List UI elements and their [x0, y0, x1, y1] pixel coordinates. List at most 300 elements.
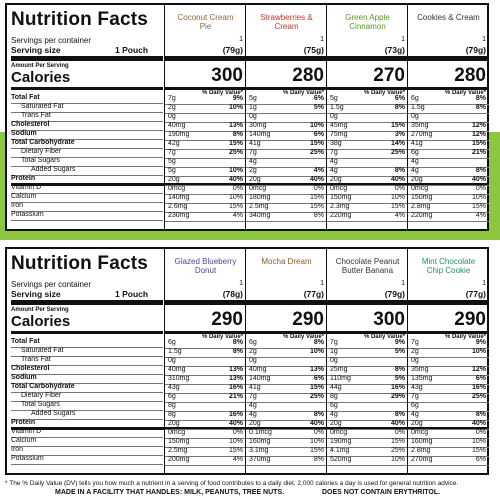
column-row-divider — [327, 221, 408, 222]
nutrient-daily-value: 4% — [232, 212, 243, 219]
nutrient-amount: 1.5g — [330, 104, 344, 111]
nutrient-daily-value: 21% — [471, 149, 486, 156]
nutrient-amount: 43g — [411, 384, 423, 391]
nutrient-daily-value: 8% — [475, 411, 486, 418]
nutrient-amount: 8g — [330, 393, 338, 400]
nutrient-amount: 30mg — [249, 122, 267, 129]
nutrient-amount: 6g — [411, 95, 419, 102]
nutrient-daily-value: 15% — [309, 140, 324, 147]
nutrient-amount: 4g — [249, 411, 257, 418]
nutrient-amount: 4g — [330, 167, 338, 174]
amount-per-serving-label: Amount Per Serving — [11, 63, 69, 69]
nutrient-daily-value: 0% — [475, 429, 486, 436]
nutrient-amount: 6g — [411, 402, 419, 409]
column-thick-rule — [408, 56, 489, 61]
column-row-divider — [408, 158, 489, 159]
product-column — [326, 249, 408, 473]
nutrient-amount: 0g — [168, 113, 176, 120]
nutrient-daily-value: 10% — [390, 194, 405, 201]
nutrient-amount: 200mg — [168, 456, 190, 463]
nutrient-label-text: Saturated Fat — [21, 103, 64, 110]
product-serving-size: (79g) — [465, 45, 486, 55]
nutrition-panel-top — [5, 3, 489, 231]
nutrient-daily-value: 13% — [309, 366, 324, 373]
nutrient-label-text: Saturated Fat — [21, 347, 64, 354]
column-thick-rule — [327, 56, 408, 61]
nutrient-daily-value: 15% — [390, 438, 405, 445]
product-servings: 1 — [320, 36, 324, 43]
nutrient-label-text: Iron — [11, 202, 24, 209]
nutrient-label — [11, 211, 44, 218]
nutrient-label — [11, 202, 23, 209]
column-thick-rule — [165, 56, 246, 61]
product-column — [164, 249, 246, 473]
nutrient-amount: 160mg — [249, 438, 271, 445]
nutrient-amount: 1.5g — [168, 348, 182, 355]
product-column — [326, 5, 408, 229]
nutrient-label-text: Trans Fat — [21, 112, 51, 119]
product-servings: 1 — [239, 36, 243, 43]
column-row-divider — [408, 221, 489, 222]
nutrient-label-text: Dietary Fiber — [21, 148, 62, 155]
nutrient-label — [11, 446, 23, 453]
column-row-divider — [327, 357, 408, 358]
nutrient-label-text: Calcium — [11, 437, 37, 444]
daily-value-header: % Daily Value* — [444, 90, 486, 96]
row-divider — [11, 202, 163, 203]
nutrient-amount: 520mg — [330, 456, 352, 463]
product-servings: 1 — [239, 280, 243, 287]
nutrient-amount: 150mg — [411, 194, 433, 201]
nutrient-daily-value: 6% — [475, 456, 486, 463]
nutrient-amount: 2.8mg — [411, 203, 431, 210]
nutrient-amount: 43g — [168, 384, 180, 391]
nutrient-amount: 2g — [411, 348, 419, 355]
nutrient-label — [11, 410, 75, 417]
nutrient-label-text: Total Sugars — [21, 157, 60, 164]
nutrient-label-text: Sodium — [11, 130, 37, 137]
nutrient-daily-value: 40% — [471, 176, 486, 183]
nutrient-daily-value: 10% — [309, 122, 324, 129]
column-row-divider — [408, 357, 489, 358]
nutrient-daily-value: 25% — [390, 149, 405, 156]
nutrient-daily-value: 15% — [471, 140, 486, 147]
nutrient-amount: 1.5g — [411, 104, 425, 111]
column-row-divider — [327, 113, 408, 114]
product-servings: 1 — [482, 280, 486, 287]
nutrient-daily-value: 16% — [228, 411, 243, 418]
nutrient-amount: 160mg — [411, 438, 433, 445]
nutrient-daily-value: 8% — [394, 411, 405, 418]
nutrient-amount: 20g — [168, 420, 180, 427]
column-row-divider — [246, 158, 327, 159]
column-row-divider — [246, 357, 327, 358]
nutrient-daily-value: 25% — [309, 149, 324, 156]
nutrient-daily-value: 8% — [313, 339, 324, 346]
nutrient-label-text: Trans Fat — [21, 356, 51, 363]
product-name: Chocolate Peanut Butter Banana — [335, 257, 400, 275]
nutrient-amount: 6g — [249, 339, 257, 346]
nutrient-daily-value: 15% — [471, 203, 486, 210]
nutrient-amount: 190mg — [168, 131, 190, 138]
nutrient-amount: 42g — [168, 140, 180, 147]
nutrient-label — [11, 193, 36, 200]
nutrient-amount: 2.6mg — [168, 203, 188, 210]
nutrient-label — [11, 455, 44, 462]
nutrient-daily-value: 8% — [313, 456, 324, 463]
nutrient-label — [11, 184, 41, 191]
nutrient-label — [11, 401, 60, 408]
nutrient-amount: 40mg — [249, 366, 267, 373]
nutrient-daily-value: 40% — [228, 176, 243, 183]
nutrient-daily-value: 5% — [313, 104, 324, 111]
nutrient-amount: 45mg — [330, 122, 348, 129]
product-serving-size: (77g) — [303, 289, 324, 299]
nutrient-amount: 7g — [249, 393, 257, 400]
nutrient-daily-value: 15% — [471, 447, 486, 454]
nutrient-amount: 0g — [330, 113, 338, 120]
product-calories: 290 — [292, 309, 324, 330]
nutrient-amount: 0g — [330, 357, 338, 364]
nutrient-label — [11, 437, 36, 444]
nutrient-amount: 75mg — [330, 131, 348, 138]
column-row-divider — [246, 113, 327, 114]
nutrient-label-text: Vitamin D — [11, 184, 42, 191]
nutrient-label — [11, 148, 61, 155]
nutrient-daily-value: 15% — [390, 122, 405, 129]
erythritol-statement: DOES NOT CONTAIN ERYTHRITOL. — [322, 489, 441, 496]
product-servings: 1 — [401, 280, 405, 287]
nutrient-daily-value: 4% — [394, 212, 405, 219]
nutrient-amount: 20g — [249, 176, 261, 183]
nutrient-daily-value: 29% — [390, 393, 405, 400]
nutrient-amount: 25mg — [330, 366, 348, 373]
nutrient-daily-value: 40% — [471, 420, 486, 427]
nutrient-amount: 135mg — [411, 375, 433, 382]
panel-title: Nutrition Facts — [11, 253, 149, 274]
serving-size-label: Serving size — [11, 45, 61, 55]
daily-value-header: % Daily Value* — [282, 90, 324, 96]
nutrient-daily-value: 15% — [309, 194, 324, 201]
column-thick-rule — [246, 56, 327, 61]
product-name: Glazed Blueberry Donut — [174, 257, 237, 275]
nutrient-amount: 0mcg — [249, 185, 267, 192]
nutrient-label-text: Sodium — [11, 374, 37, 381]
column-row-divider — [165, 158, 246, 159]
product-column — [164, 5, 246, 229]
product-serving-size: (77g) — [465, 289, 486, 299]
product-calories: 280 — [292, 65, 324, 86]
nutrient-amount: 0g — [411, 113, 419, 120]
nutrient-label-text: Protein — [11, 419, 36, 426]
nutrient-label — [11, 356, 51, 363]
nutrient-daily-value: 0% — [313, 185, 324, 192]
nutrient-amount: 220mg — [411, 212, 433, 219]
daily-value-header: % Daily Value* — [282, 334, 324, 340]
nutrient-amount: 4g — [411, 158, 419, 165]
nutrient-amount: 40mg — [168, 122, 186, 129]
nutrient-daily-value: 13% — [228, 122, 243, 129]
nutrient-amount: 0g — [411, 357, 419, 364]
servings-per-container-label: Servings per container — [11, 280, 92, 289]
nutrient-daily-value: 15% — [309, 447, 324, 454]
column-row-divider — [408, 402, 489, 403]
nutrient-amount: 41g — [249, 140, 261, 147]
product-calories: 270 — [373, 65, 405, 86]
nutrient-amount: 5g — [168, 158, 176, 165]
row-divider — [11, 446, 163, 447]
nutrient-amount: 0mcg — [411, 185, 429, 192]
nutrient-label-text: Total Sugars — [21, 401, 60, 408]
calories-label: Calories — [11, 313, 71, 330]
nutrient-daily-value: 16% — [228, 384, 243, 391]
nutrient-amount: 6g — [168, 339, 176, 346]
nutrient-amount: 7g — [168, 95, 176, 102]
nutrient-label — [11, 112, 51, 119]
column-row-divider — [246, 402, 327, 403]
product-name: Cookies & Cream — [417, 13, 480, 22]
nutrient-amount: 1g — [249, 104, 257, 111]
column-row-divider — [165, 221, 246, 222]
nutrient-amount: 0g — [249, 113, 257, 120]
nutrient-label — [11, 347, 63, 354]
nutrient-daily-value: 8% — [475, 167, 486, 174]
nutrient-amount: 0mcg — [168, 429, 186, 436]
nutrient-label-text: Cholesterol — [11, 121, 50, 128]
nutrient-amount: 20g — [330, 420, 342, 427]
nutrient-daily-value: 15% — [228, 140, 243, 147]
nutrient-amount: 0.1mcg — [249, 429, 272, 436]
nutrient-daily-value: 15% — [309, 384, 324, 391]
nutrient-daily-value: 0% — [313, 429, 324, 436]
nutrient-amount: 4g — [330, 158, 338, 165]
column-row-divider — [165, 402, 246, 403]
nutrient-amount: 7g — [330, 339, 338, 346]
column-row-divider — [165, 465, 246, 466]
nutrient-label — [11, 383, 75, 390]
nutrient-amount: 2.5mg — [168, 447, 188, 454]
product-name: Mint Chocolate Chip Cookie — [421, 257, 476, 275]
column-row-divider — [165, 357, 246, 358]
nutrient-label — [11, 166, 75, 173]
nutrient-label-text: Total Carbohydrate — [11, 139, 75, 146]
nutrient-daily-value: 16% — [390, 384, 405, 391]
nutrient-amount: 4g — [330, 411, 338, 418]
nutrient-label — [11, 139, 75, 146]
column-thick-rule — [165, 300, 246, 305]
nutrient-daily-value: 10% — [228, 438, 243, 445]
serving-size-value: 1 Pouch — [115, 45, 149, 55]
column-row-divider — [327, 465, 408, 466]
servings-per-container-label: Servings per container — [11, 36, 92, 45]
nutrient-amount: 110mg — [330, 375, 351, 382]
nutrient-daily-value: 10% — [309, 348, 324, 355]
nutrient-daily-value: 0% — [232, 185, 243, 192]
nutrient-daily-value: 12% — [471, 366, 486, 373]
amount-per-serving-label: Amount Per Serving — [11, 307, 69, 313]
nutrient-daily-value: 10% — [228, 167, 243, 174]
nutrient-amount: 8g — [168, 402, 176, 409]
nutrient-amount: 38g — [330, 140, 342, 147]
nutrient-daily-value: 9% — [475, 339, 486, 346]
nutrient-amount: 2g — [249, 348, 257, 355]
nutrient-amount: 340mg — [249, 212, 271, 219]
nutrient-amount: 4g — [411, 167, 419, 174]
nutrient-daily-value: 14% — [390, 140, 405, 147]
nutrient-amount: 0mcg — [330, 429, 348, 436]
column-row-divider — [165, 113, 246, 114]
product-column — [245, 249, 327, 473]
product-servings: 1 — [401, 36, 405, 43]
nutrient-amount: 6g — [168, 393, 176, 400]
nutrient-amount: 0mcg — [168, 185, 186, 192]
column-row-divider — [408, 113, 489, 114]
nutrient-amount: 7g — [330, 149, 338, 156]
nutrient-daily-value: 8% — [394, 104, 405, 111]
product-serving-size: (75g) — [303, 45, 324, 55]
nutrient-amount: 41g — [411, 140, 423, 147]
nutrient-label-text: Calcium — [11, 193, 37, 200]
column-thick-rule — [408, 300, 489, 305]
serving-size-value: 1 Pouch — [115, 289, 149, 299]
nutrient-amount: 0mcg — [411, 429, 429, 436]
nutrient-label — [11, 338, 40, 345]
nutrient-daily-value: 8% — [232, 339, 243, 346]
nutrition-panel-bottom — [5, 247, 489, 475]
nutrient-label — [11, 365, 50, 372]
column-row-divider — [246, 221, 327, 222]
column-row-divider — [246, 465, 327, 466]
nutrient-daily-value: 0% — [232, 429, 243, 436]
nutrient-label-text: Added Sugars — [31, 410, 76, 417]
nutrient-amount: 310mg — [168, 375, 190, 382]
column-row-divider — [408, 465, 489, 466]
nutrient-daily-value: 6% — [313, 375, 324, 382]
nutrient-daily-value: 9% — [394, 339, 405, 346]
nutrient-amount: 0g — [249, 357, 257, 364]
nutrient-amount: 5g — [168, 167, 176, 174]
nutrient-daily-value: 40% — [390, 176, 405, 183]
nutrient-amount: 150mg — [168, 438, 190, 445]
nutrient-label — [11, 121, 50, 128]
nutrient-label-text: Total Carbohydrate — [11, 383, 75, 390]
product-column — [407, 5, 489, 229]
nutrient-daily-value: 5% — [394, 348, 405, 355]
nutrient-amount: 4g — [249, 402, 257, 409]
product-serving-size: (79g) — [384, 289, 405, 299]
nutrient-amount: 20g — [168, 176, 180, 183]
nutrient-label — [11, 374, 37, 381]
nutrient-daily-value: 8% — [394, 366, 405, 373]
daily-value-note: * The % Daily Value (DV) tells you how much a nutrient in a serving of food contributes to a daily diet. 2,000 calories a day is used for general nutrition advice. — [5, 480, 459, 487]
nutrient-daily-value: 0% — [394, 429, 405, 436]
product-servings: 1 — [482, 36, 486, 43]
product-calories: 280 — [454, 65, 486, 86]
nutrient-daily-value: 40% — [390, 420, 405, 427]
nutrient-amount: 4g — [249, 158, 257, 165]
nutrient-amount: 180mg — [249, 194, 271, 201]
product-column — [245, 5, 327, 229]
nutrient-label-text: Dietary Fiber — [21, 392, 62, 399]
nutrient-label-text: Cholesterol — [11, 365, 50, 372]
nutrient-amount: 7g — [168, 149, 176, 156]
column-thick-rule — [246, 300, 327, 305]
daily-value-header: % Daily Value* — [201, 334, 243, 340]
nutrient-amount: 3.1mg — [249, 447, 269, 454]
nutrient-amount: 35mg — [411, 122, 429, 129]
nutrient-daily-value: 40% — [309, 176, 324, 183]
nutrient-amount: 140mg — [249, 375, 271, 382]
nutrient-amount: 0g — [168, 357, 176, 364]
calories-label: Calories — [11, 69, 71, 86]
nutrient-daily-value: 40% — [309, 420, 324, 427]
nutrient-daily-value: 12% — [471, 131, 486, 138]
row-divider — [11, 220, 163, 221]
nutrient-daily-value: 15% — [309, 203, 324, 210]
nutrient-amount: 270mg — [411, 131, 433, 138]
nutrient-amount: 8g — [168, 411, 176, 418]
column-thick-rule — [327, 300, 408, 305]
panel-title: Nutrition Facts — [11, 9, 149, 30]
nutrient-daily-value: 6% — [313, 95, 324, 102]
nutrient-daily-value: 8% — [313, 212, 324, 219]
daily-value-header: % Daily Value* — [444, 334, 486, 340]
nutrient-daily-value: 0% — [475, 185, 486, 192]
nutrient-daily-value: 5% — [394, 375, 405, 382]
product-name: Green Apple Cinnamon — [345, 13, 390, 31]
nutrient-amount: 220mg — [330, 212, 352, 219]
nutrient-daily-value: 6% — [475, 375, 486, 382]
product-servings: 1 — [320, 280, 324, 287]
product-serving-size: (79g) — [222, 45, 243, 55]
nutrient-label — [11, 175, 35, 182]
product-calories: 300 — [373, 309, 405, 330]
nutrient-amount: 5g — [330, 95, 338, 102]
column-row-divider — [327, 402, 408, 403]
nutrient-amount: 190mg — [330, 438, 352, 445]
nutrient-label-text: Added Sugars — [31, 166, 76, 173]
thick-rule — [11, 56, 163, 61]
nutrient-label-text: Iron — [11, 446, 24, 453]
nutrient-label — [11, 94, 40, 101]
nutrient-amount: 5g — [249, 95, 257, 102]
product-column — [407, 249, 489, 473]
nutrient-daily-value: 10% — [228, 104, 243, 111]
nutrient-amount: 20g — [330, 176, 342, 183]
nutrient-label-text: Protein — [11, 175, 36, 182]
nutrient-daily-value: 8% — [232, 348, 243, 355]
product-name: Strawberries & Cream — [260, 13, 313, 31]
nutrient-label-text: Potassium — [11, 455, 44, 462]
nutrient-amount: 41g — [249, 384, 261, 391]
nutrient-daily-value: 10% — [471, 348, 486, 355]
nutrient-amount: 6g — [330, 402, 338, 409]
product-calories: 290 — [211, 309, 243, 330]
nutrient-daily-value: 21% — [228, 393, 243, 400]
nutrient-amount: 2g — [249, 167, 257, 174]
medium-rule — [11, 331, 163, 334]
nutrient-amount: 2.3mg — [330, 203, 350, 210]
product-serving-size: (78g) — [222, 289, 243, 299]
nutrient-daily-value: 0% — [394, 185, 405, 192]
nutrient-daily-value: 10% — [228, 194, 243, 201]
nutrient-amount: 6g — [411, 149, 419, 156]
product-serving-size: (73g) — [384, 45, 405, 55]
nutrient-daily-value: 6% — [394, 95, 405, 102]
allergen-statement: MADE IN A FACILITY THAT HANDLES: MILK, PEANUTS, TREE NUTS. — [55, 489, 285, 496]
nutrient-daily-value: 4% — [232, 456, 243, 463]
nutrient-label — [11, 157, 60, 164]
